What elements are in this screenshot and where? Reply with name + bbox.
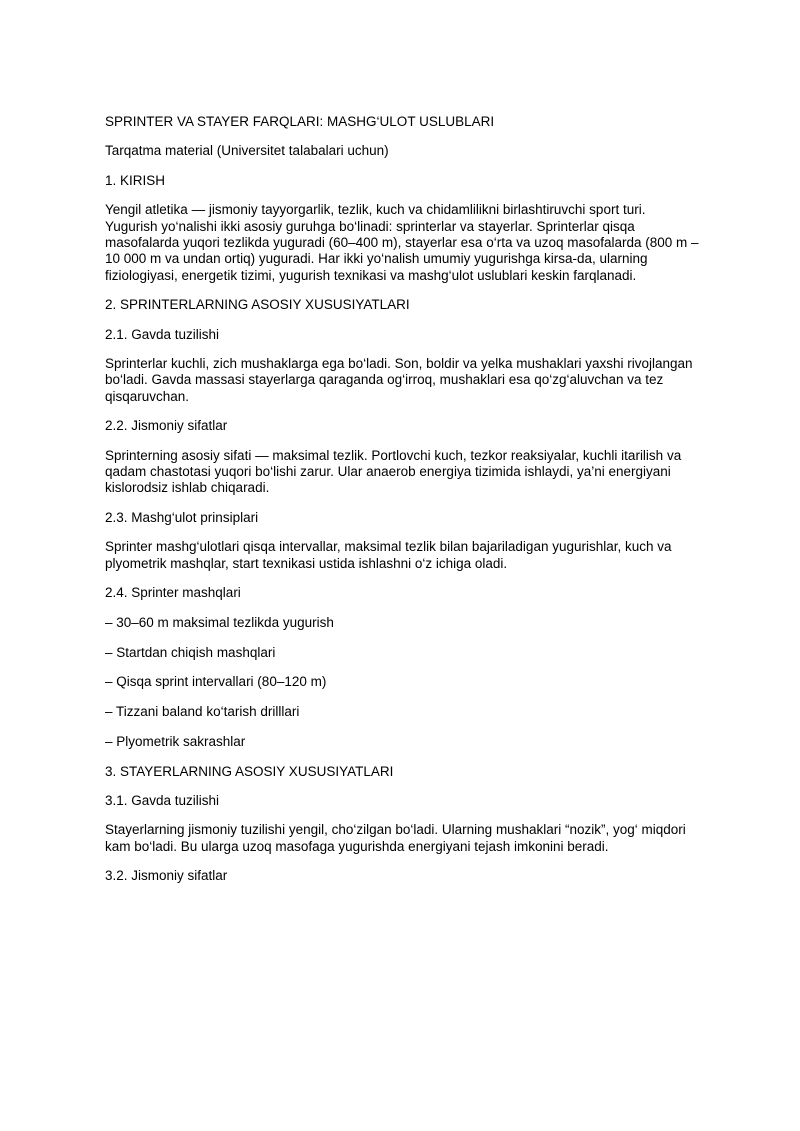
list-item: – 30–60 m maksimal tezlikda yugurish xyxy=(105,614,334,630)
subsection-heading-3-1: 3.1. Gavda tuzilishi xyxy=(105,793,220,809)
list-item: – Plyometrik sakrashlar xyxy=(105,733,246,749)
paragraph-2-2: Sprinterning asosiy sifati — maksimal tezlik. Portlovchi kuch, tezkor reaksiyalar, kuchli itarilish va qadam chastotasi yuqori bo‘lishi zarur. Ular anaerob energiya tizimida ishlaydi, ya’ni energiyani kislorodsiz ishlab chiqaradi. xyxy=(105,447,685,496)
subsection-heading-2-4: 2.4. Sprinter mashqlari xyxy=(105,585,241,601)
subsection-heading-2-2: 2.2. Jismoniy sifatlar xyxy=(105,418,228,434)
section-heading-stayerlar: 3. STAYERLARNING ASOSIY XUSUSIYATLARI xyxy=(105,763,394,779)
subsection-heading-3-2: 3.2. Jismoniy sifatlar xyxy=(105,868,228,884)
section-heading-kirish: 1. KIRISH xyxy=(105,173,166,189)
list-item: – Startdan chiqish mashqlari xyxy=(105,644,276,660)
paragraph-2-1: Sprinterlar kuchli, zich mushaklarga ega bo‘ladi. Son, boldir va yelka mushaklari yaxshi rivojlangan bo‘ladi. Gavda massasi stayerlarga qaraganda og‘irroq, mushaklari esa qo‘zg‘aluvchan va tez qisqaruvchan. xyxy=(105,355,697,404)
doc-subtitle: Tarqatma material (Universitet talabalari uchun) xyxy=(105,143,389,159)
subsection-heading-2-3: 2.3. Mashg‘ulot prinsiplari xyxy=(105,510,259,526)
paragraph-kirish: Yengil atletika — jismoniy tayyorgarlik, tezlik, kuch va chidamlilikni birlashtiruvchi sport turi. Yugurish yo‘nalishi ikki asosiy guruhga bo‘linadi: sprinterlar va stayerlar. Sprinterlar qisqa masofalarda yuqori tezlikda yuguradi (60–400 m), stayerlar esa o‘rta va uzoq masofalarda (800 m – 10 000 m va undan ortiq) yuguradi. Har ikki yo‘nalish umumiy yugurishga kirsa-da, ularning fiziologiyasi, energetik tizimi, yugurish texnikasi va mashg‘ulot uslublari keskin farqlanadi. xyxy=(105,202,703,283)
subsection-heading-2-1: 2.1. Gavda tuzilishi xyxy=(105,326,220,342)
list-item: – Qisqa sprint intervallari (80–120 m) xyxy=(105,674,327,690)
document-body xyxy=(105,114,703,885)
list-item: – Tizzani baland ko‘tarish drilllari xyxy=(105,704,300,720)
section-heading-sprinterlar: 2. SPRINTERLARNING ASOSIY XUSUSIYATLARI xyxy=(105,297,410,313)
paragraph-3-1: Stayerlarning jismoniy tuzilishi yengil, cho‘zilgan bo‘ladi. Ularning mushaklari “nozik”, yog‘ miqdori kam bo‘ladi. Bu ularga uzoq masofaga yugurishda energiyani tejash imkonini beradi. xyxy=(105,822,690,854)
paragraph-2-3: Sprinter mashg‘ulotlari qisqa intervallar, maksimal tezlik bilan bajariladigan yugurishlar, kuch va plyometrik mashqlar, start texnikasi ustida ishlashni o‘z ichiga oladi. xyxy=(105,539,676,571)
doc-title: SPRINTER VA STAYER FARQLARI: MASHG‘ULOT USLUBLARI xyxy=(105,114,495,129)
